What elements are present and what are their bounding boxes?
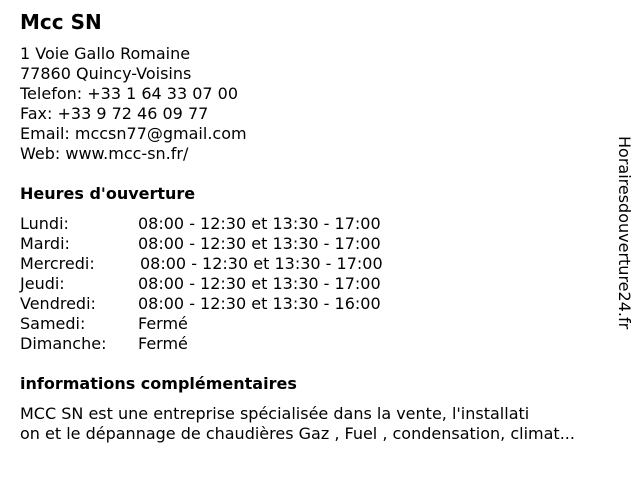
day-label: Dimanche: bbox=[20, 334, 107, 353]
watermark bbox=[612, 136, 636, 346]
time-value: 08:00 - 12:30 et 13:30 - 17:00 bbox=[140, 254, 383, 273]
info-line-2: on et le dépannage de chaudières Gaz , Fuel , condensation, climat... bbox=[20, 424, 575, 443]
email-address: Email: mccsn77@gmail.com bbox=[20, 124, 247, 143]
day-label: Jeudi: bbox=[20, 274, 65, 293]
hours-heading: Heures d'ouverture bbox=[20, 184, 196, 203]
time-value: 08:00 - 12:30 et 13:30 - 16:00 bbox=[138, 294, 381, 313]
address-line-2: 77860 Quincy-Voisins bbox=[20, 64, 192, 83]
time-value: 08:00 - 12:30 et 13:30 - 17:00 bbox=[138, 234, 381, 253]
time-value: Fermé bbox=[138, 314, 188, 333]
address-line-1: 1 Voie Gallo Romaine bbox=[20, 44, 191, 63]
time-value: Fermé bbox=[138, 334, 188, 353]
time-value: 08:00 - 12:30 et 13:30 - 17:00 bbox=[138, 214, 381, 233]
day-label: Mardi: bbox=[20, 234, 70, 253]
time-value: 08:00 - 12:30 et 13:30 - 17:00 bbox=[138, 274, 381, 293]
fax-number: Fax: +33 9 72 46 09 77 bbox=[20, 104, 209, 123]
info-heading: informations complémentaires bbox=[20, 374, 297, 393]
business-name: Mcc SN bbox=[20, 10, 102, 34]
day-label: Lundi: bbox=[20, 214, 69, 233]
contact-block bbox=[20, 44, 247, 164]
website: Web: www.mcc-sn.fr/ bbox=[20, 144, 189, 163]
info-line-1: MCC SN est une entreprise spécialisée dans la vente, l'installati bbox=[20, 404, 530, 423]
day-label: Mercredi: bbox=[20, 254, 95, 273]
info-text bbox=[20, 404, 630, 444]
day-label: Samedi: bbox=[20, 314, 86, 333]
phone-number: Telefon: +33 1 64 33 07 00 bbox=[20, 84, 239, 103]
day-label: Vendredi: bbox=[20, 294, 96, 313]
watermark-text: Horairesdouverture24.fr bbox=[615, 136, 634, 330]
